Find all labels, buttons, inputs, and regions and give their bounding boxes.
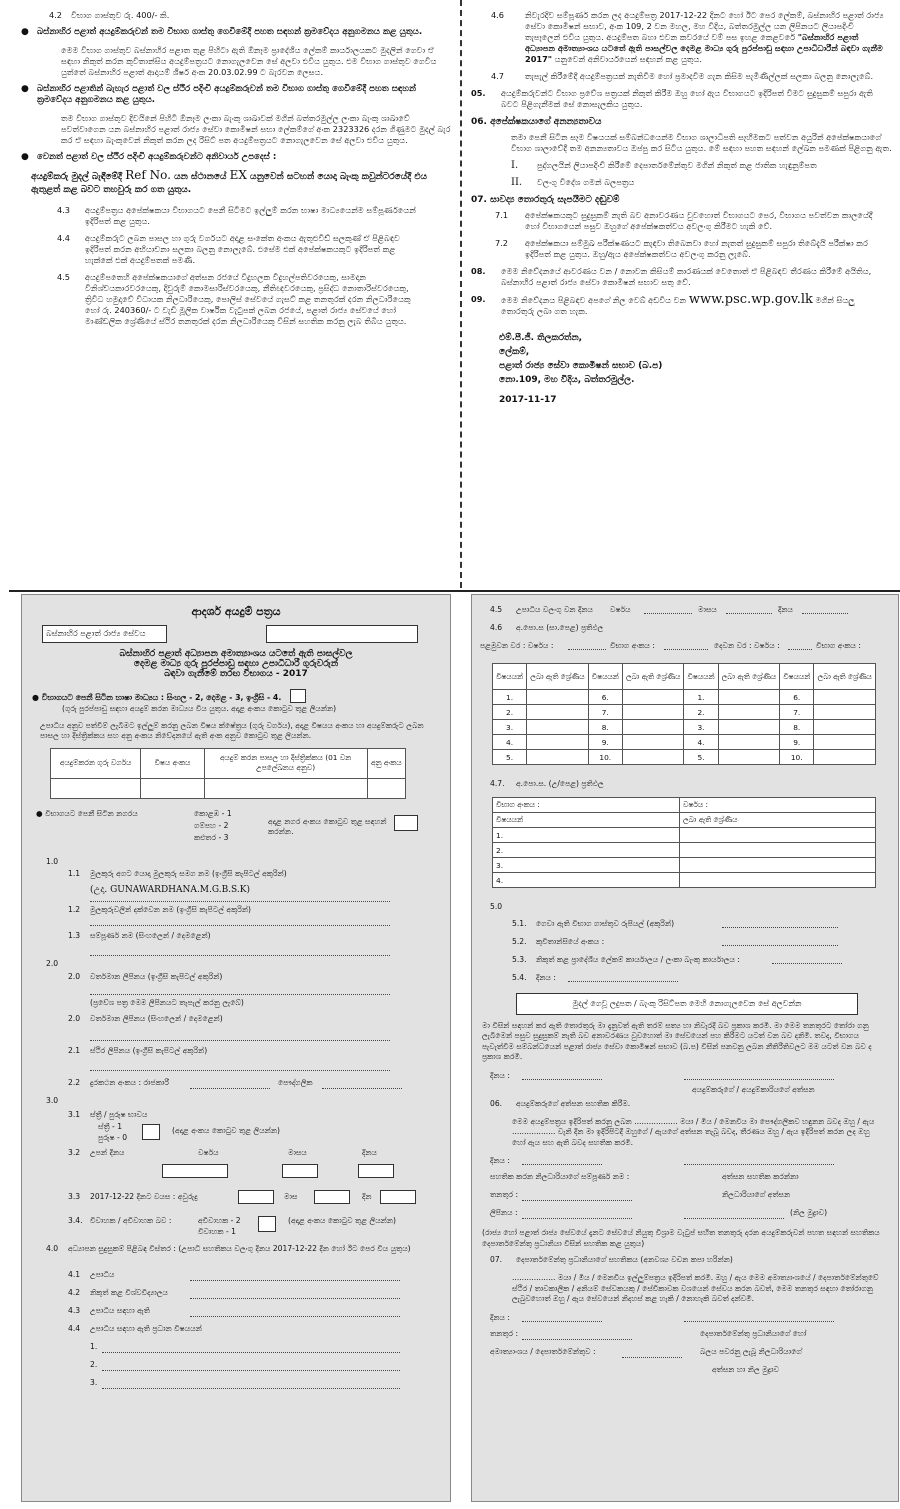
al-subject-cell[interactable]: 4.	[493, 873, 680, 888]
cell-teacher-type[interactable]	[51, 778, 141, 798]
bullet-western-applicants: ● බස්නාහිර පළාත් අයදුම්කරුවන් තම විභාග ගාස්තු ගෙවීමේදී පහත සඳහන් ක්‍රමවේදය අනුගමනය කළ යුතුය.	[21, 27, 451, 39]
ol-grade-cell[interactable]	[718, 735, 780, 750]
th-grade-b: ලබා ඇති ශ්‍රේණිය	[622, 664, 684, 690]
field-2-2: 2.2 දුරකථන අංකය : රාජකාරී පෞද්ගලික	[22, 1074, 450, 1094]
application-choice-table	[50, 748, 406, 799]
subject-line-1: 1.	[22, 1340, 450, 1358]
bullet-mandatory-instructions: ● වෙනත් පළාත් වල ස්ථිර පදිංචි අයදුම්කරුවන්ට අනිවාර්ය උපදෙස් :	[21, 152, 451, 164]
ol-subject-cell[interactable]: 9.	[588, 735, 622, 750]
ol-grade-cell[interactable]	[814, 690, 876, 705]
al-row	[493, 873, 876, 888]
bullet-other-province-applicants: ● බස්නාහිර පළාතින් බැහැර පළාත් වල ස්ථිර පදිංචි අයදුම්කරුවන් තම විභාග ගාස්තු ගෙවීමේදී පහත සඳහන් ක්‍රමවේදය අනුගමනය කළ යුතුය.	[21, 84, 451, 107]
al-subject-cell[interactable]: 1.	[493, 828, 680, 843]
field-1-1: 1.1 මුලකුරු අගට යොදා මුලකුරු සමග නම (ඉංග්‍රීසි කැපිටල් අකුරින්)	[68, 869, 287, 878]
al-grade-cell[interactable]	[680, 873, 876, 888]
th-grade-c: ලබා ඇති ශ්‍රේණිය	[718, 664, 780, 690]
application-form-page1: ආදර්ශ අයදුම් පත්‍රය බස්නාහිර පළාත් රාජ්‍ය සේවය බස්නාහිර පළාත් අධ්‍යාපන අමාත්‍යාංශය යටතේ ඇති පාසල්වල දෙමළ මාධ්‍ය ගුරු පුරප්පාඩු සඳහා උපාධිධාරී ගුරුවරුන් බඳවා ගැනීමේ තරඟ විභාගය - 2017 ● විභාගයට පෙනී සිටින භාෂා මාධ්‍යය : සිංහල - 2, දෙමළ - 3, ඉංග්‍රීසි - 4. (ගුරු පුරප්පාඩු සඳහා අයදුම් කරන මාධ්‍යය විය යුතුය. අදාළ අංකය කොටුව තුළ ලියන්න) උපාධිය අනුව පත්වීම් ලැබීමට ඉල්ලුම් කරනු ලබන විෂය ක්ෂේත්‍රය (ගුරු වර්ගය), අදාළ විෂයය අංකය හා අයදුම්කරුට ලබන පාසල හා දිස්ත්‍රික්කය සහ අනු අංකය නිවේදනයේ ඇති අංක අනුව කොටුව තුළ ලියන්න. අයදුම්කරන ගුරු වර්ගය විෂය අංකය අයදුම් කරන පාසල හා දිස්ත්‍රික්කය (01 වන උපලේඛනය අනුව) අනු අංකය ● විභාගයට පෙනී සිටින නගරය කොළඹ - 1 ගම්පහ - 2 කළුතර - 3 අදාළ නගර අංකය කොටුව තුළ සඳහන් කරන්න. 1.0 1.1 මුලකුරු අගට යොදා මුලකුරු සමග නම (ඉංග්‍රීසි කැපිටල් අකුරින්) (උදා. GUNAWARDHANA.M.G.B.S.K) 1.2 මුලකුරුවලින් දක්වෙන නම (ඉංග්‍රීසි කැපිටල් අකුරින්) 1.3 සම්පූර්ණ නම (සිංහලෙන් / දෙමළෙන්) 2.0 2.0 වර්තමාන ලිපිනය (ඉංග්‍රීසි කැපිටල් අකුරින්) (ප්‍රවේශ පත්‍ර මෙම ලිපිනයට තැපැල් කරනු ලැබේ) 2.0 වර්තමාන ලිපිනය (සිංහලෙන් / දෙමළෙන්) 2.1 ස්ථිර ලිපිනය (ඉංග්‍රීසි කැපිටල් අකුරින්) 2.2 දුරකථන අංකය : රාජකාරී පෞද්ගලික 3.0 3.1 ස්ත්‍රී / පුරුෂ භාවය ස්ත්‍රී - 1 පුරුෂ - 0 (අදාළ අංකය කොටුව තුළ ලියන්න) 3.2 උපන් දිනය වර්ෂය මාසය දිනය 3.3 2017-12-22 දිනට වයස : අවුරුදු මාස දින 3.4. විවාහක / අවිවාහක බව : අවිවාහක - 2 විවාහක - 1 (අදාළ අංකය කොටුව තුළ ලියන්න) 4.0 අධ්‍යාපන සුදුසුකම් පිළිබඳ විස්තර : (උපාධි සහතිකය වලංගු දිනය 2017-12-22 දින හෝ ඊට පෙර විය යුතුය) 4.1 උපාධිය 4.2 නිකුත් කළ විශ්වවිද්‍යාලය 4.3 උපාධිය සඳහා ඇති 4.4 උපාධිය සඳහා ඇති ප්‍රධාන විෂයයන් 1. 2. 3.	[21, 594, 451, 1502]
cert-address-row: ලිපිනය : (නිල මුද්‍රාව)	[490, 1208, 828, 1217]
cert-date-row: දිනය :	[472, 1152, 898, 1170]
field-5-4: 5.4. දිනය :	[472, 971, 898, 989]
field-4-4: 4.4 උපාධිය සඳහා ඇති ප්‍රධාන විෂයයන්	[68, 1324, 202, 1333]
certification-text: මෙම අයදුම්පත්‍රය ඉදිරිපත් කරනු ලබන .................. මයා / මිය / මෙනවිය මා පෞද්ගලිකව හඳුනන බවද ඔහු / ඇය .................. වැනි දින මා ඉදිරිපිටදී ඔහුගේ / ඇයගේ අත්සන තැබූ බවද, තීරණය ඔහු / ඇය ඉදිරිපත් කරන ලද ඔහු හෝ ඇය සහ ඇති බවද සහතික කරමි.	[512, 1116, 875, 1147]
form-heading-1: බස්නාහිර පළාත් අධ්‍යාපන අමාත්‍යාංශය යටතේ ඇති පාසල්වල	[119, 649, 353, 659]
form-heading-3: බඳවා ගැනීමේ තරඟ විභාගය - 2017	[164, 669, 308, 679]
cert-name-row: සහතික කරන නිලධාරියාගේ සම්පූර්ණ නම : අත්සන සහතික කරන්නා	[490, 1172, 799, 1181]
al-grade-cell[interactable]	[680, 843, 876, 858]
ol-subject-cell[interactable]: 3.	[684, 720, 718, 735]
ol-subject-cell[interactable]: 4.	[684, 735, 718, 750]
th-subject-d: විෂයයන්	[780, 664, 814, 690]
ol-subject-cell[interactable]: 6.	[780, 690, 814, 705]
field-5-3: 5.3. නිකුත් කළ ප්‍රාදේශීය ලේකම් කාර්යාලය / ලංකා බැංකු කාර්යාලය :	[472, 953, 898, 971]
ol-grade-cell[interactable]	[622, 720, 684, 735]
dob-year-box[interactable]	[162, 1164, 228, 1178]
item-4-6: 4.6 නිවැරදිව සම්පූර්ණ කරන ලද අයදුම්පත්‍ර 2017-12-22 දිනට හෝ ඊට පෙර ලේකම්, බස්නාහිර පළාත් රාජ්‍ය සේවා කොමිෂන් සභාව, අංක 109, 2 වන මහල, මහ විදිය, බත්තරමුල්ල යන ලිපිනයට ලියාපදිංචි තැපෑලෙන් එවිය යුතුය. අයදුම්පත බහා එවන කවරයේ වම් පස ඉහළ කෙළවරේ "බස්නාහිර පළාත් අධ්‍යාපන අමාත්‍යාංශය යටතේ ඇති පාසල්වල දෙමළ මාධ්‍ය ගුරු පුරප්පාඩු සඳහා උපාධිධාරීන් බඳවා ගැනීම 2017" යනුවෙන් අනිවාර්යයෙන් සඳහන් කළ යුතුය.	[491, 10, 884, 64]
hod-post-row: තනතුර : දෙපාර්තමේන්තු ප්‍රධානියාගේ හෝ	[490, 1328, 807, 1338]
item-7-1: 7.1 අපේක්ෂකයකුට සුදුසුකම් නැති බව අනාවරණය වුවහොත් විභාගයට පෙර, විභාගය පවත්වන කාලයේදී හෝ විභාගයෙන් පසුව ඔහුගේ අපේක්ෂකත්වය අවලංගු කිරීමට හැකි වේ.	[495, 210, 873, 231]
al-row	[493, 858, 876, 873]
exam-city-row: ● විභාගයට පෙනී සිටින නගරය කොළඹ - 1 ගම්පහ - 2 කළුතර - 3 අදාළ නගර අංකය කොටුව තුළ සඳහන් කරන්න.	[22, 809, 450, 857]
hod-ministry-row: අමාත්‍යාංශය / දෙපාර්තමේන්තුව : බලය පවරනු ලැබූ නිලධාරියාගේ	[490, 1346, 802, 1356]
field-06: 06. අයදුම්කරුගේ අත්සන සහතික කිරීම.	[490, 1098, 631, 1108]
ol-grade-cell[interactable]	[527, 750, 589, 765]
age-months-box[interactable]	[314, 1190, 350, 1204]
field-4-2: 4.2 නිකුත් කළ විශ්වවිද්‍යාලය	[22, 1286, 450, 1304]
gender-input-box[interactable]	[142, 1124, 160, 1140]
hod-date-row: දිනය :	[472, 1309, 898, 1327]
field-4-0: 4.0 අධ්‍යාපන සුදුසුකම් පිළිබඳ විස්තර : (උපාධි සහතිකය වලංගු දිනය 2017-12-22 දින හෝ ඊට පෙර විය යුතුය)	[46, 1244, 411, 1253]
field-5-2: 5.2. කුවිතාන්සියේ අංකය :	[472, 935, 898, 953]
para-bank-payment: තම විභාග ගාස්තුව දිවයිනේ පිහිටි ඕනෑම ලංකා බැංකු ශාඛාවක් මගින් බත්තරමුල්ල ලංකා බැංකු ශාඛාවේ පවත්වාගෙන යන බස්නාහිර පළාත් රාජ්‍ය සේවා කොමිෂන් සභා ලේකම්ගේ අංක 2323326 දරන ගිණුමට මුදල් බැර කර ඒ සඳහා බැංකුවෙන් නිකුත් කරන ලද රිසිට් පත අයදුම්පත්‍රයට නොගැලවෙන සේ අලවා එවිය යුතුය.	[61, 112, 451, 145]
al-grade-cell[interactable]	[680, 828, 876, 843]
al-grade-cell[interactable]	[680, 858, 876, 873]
ol-subject-cell[interactable]: 6.	[588, 690, 622, 705]
subject-line-2: 2.	[22, 1358, 450, 1376]
ol-row	[493, 705, 876, 720]
cert-post-row: තනතුර : නිලධාරියාගේ අත්සන	[490, 1190, 791, 1199]
col-serial-no: අනු අංකය	[367, 748, 405, 778]
ol-grade-cell[interactable]	[527, 720, 589, 735]
ol-subject-cell[interactable]: 4.	[493, 735, 527, 750]
notice-left-column	[21, 0, 451, 588]
item-4-4: 4.4 අයදුම්කරුට ලබන පාසල හා ගුරු වර්ගයට අදාළ සංකේත අංකය ඇතුළුවීඩ් සලකුණ් ඒ පිළිබඳව ඉදිරිපත් කරන අභියාචනා සලකා බලනු නොලැබේ. එසේම එක් අපේක්ෂකයකුට ඉදිරිපත් කළ හැක්කේ එක් අයදුම්පතක් පමණි.	[57, 233, 400, 265]
ol-grade-cell[interactable]	[718, 690, 780, 705]
ol-grade-cell[interactable]	[718, 705, 780, 720]
medium-note: (ගුරු පුරප්පාඩු සඳහා අයදුම් කරන මාධ්‍යය විය යුතුය. අදාළ අංකය කොටුව තුළ ලියන්න)	[62, 704, 337, 713]
para-06: තමා පෙනී සිටින සෑම විෂයයක් සම්බන්ධයෙන්ම විභාග ශාලාධිපති සෑහීමකට පත්වන අයුරින් අපේක්ෂකයාගේ විභාග ශාලාවේදී තම අනන්‍යතාවය ඔප්පු කර සිටිය යුතුය. මේ සඳහා පහත සඳහන් ලේඛන පමණක් පිළිගනු ඇත.	[511, 132, 892, 153]
org-label-box: බස්නාහිර පළාත් රාජ්‍ය සේවය	[42, 625, 167, 643]
al-subject-cell[interactable]: 2.	[493, 843, 680, 858]
ol-subject-cell[interactable]: 7.	[780, 705, 814, 720]
field-4-6: 4.6 අ.පො.ස (සා.පෙළ) ප්‍රතිඵල	[490, 623, 604, 632]
cell-school-district[interactable]	[204, 778, 367, 798]
ol-grade-cell[interactable]	[622, 690, 684, 705]
ol-grade-cell[interactable]	[622, 705, 684, 720]
para-western-fee: මෙම විභාග ගාස්තුව බස්නාහිර පළාත තුළ පිහිටා ඇති ඕනෑම ප්‍රාදේශීය ලේකම් කාර්යාලයකට මුදලින් ගෙවා ඒ සඳහා නිකුත් කරන කුවිතාන්සිය අයදුම්පත්‍රයට නොගැලවෙන සේ අලවා එවිය යුතුය. එම විභාග ගාස්තුව ගෙවිය යුත්තේ බස්නාහිර පළාත් ආදායම් ශීර්ෂ අංක 20.03.02.99 ට බැරවන ලෙසය.	[61, 44, 437, 77]
ol-subject-cell[interactable]: 8.	[780, 720, 814, 735]
ol-subject-cell[interactable]: 5.	[684, 750, 718, 765]
marital-input-box[interactable]	[258, 1216, 276, 1232]
ol-sittings-row: පළමුවන වර : වර්ෂය : විභාග අංකය : දෙවන වර : වර්ෂය : විභාග අංකය :	[480, 641, 861, 650]
ol-row	[493, 750, 876, 765]
city-input-box[interactable]	[394, 815, 418, 831]
th-subject-a: විෂයයන්	[493, 664, 527, 690]
al-year-label: වර්ෂය :	[680, 798, 876, 813]
item-4-2: 4.2 විභාග ගාස්තුව රු. 400/- කි.	[49, 10, 170, 20]
field-3-3-age: 3.3 2017-12-22 දිනට වයස : අවුරුදු මාස දින	[22, 1184, 450, 1212]
field-3-1-gender: 3.1 ස්ත්‍රී / පුරුෂ භාවය ස්ත්‍රී - 1 පුරුෂ - 0 (අදාළ අංකය කොටුව තුළ ලියන්න)	[68, 1110, 280, 1142]
th-subject-b: විෂයයන්	[588, 664, 622, 690]
ol-grade-cell[interactable]	[814, 750, 876, 765]
field-2-0-local: 2.0 වර්තමාන ලිපිනය (සිංහලෙන් / දෙමළෙන්)	[22, 1014, 450, 1044]
field-2-0-note: (ප්‍රවේශ පත්‍ර මෙම ලිපිනයට තැපැල් කරනු ලැබේ)	[90, 997, 244, 1007]
ol-subject-cell[interactable]: 3.	[493, 720, 527, 735]
ol-subject-cell[interactable]: 1.	[493, 690, 527, 705]
hod-seal-row: අත්සන හා නිල මුද්‍රාව	[712, 1364, 779, 1374]
org-row	[42, 623, 430, 645]
item-05: 05. අයදුම්කරුවන්ට විභාග ප්‍රවේශ පත්‍රයක් නිකුත් කිරීම ඔහු හෝ ඇය විභාගයට ඉදිරිපත් වීමට සුදුසුකම් සපුරා ඇති බවට පිළිගැනීමක් සේ නොසැලකිය යුතුය.	[471, 88, 873, 109]
field-3-4-marital: 3.4. විවාහක / අවිවාහක බව : අවිවාහක - 2 විවාහක - 1 (අදාළ අංකය කොටුව තුළ ලියන්න)	[68, 1216, 396, 1236]
medium-input-box[interactable]	[290, 689, 306, 703]
field-4-1: 4.1 උපාධිය	[22, 1268, 450, 1286]
field-4-5: 4.5 උපාධිය වලංගු වන දිනය වර්ෂය මාසය දිනය	[472, 603, 898, 621]
item-08: 08. මෙම නිවේදනයේ ආවරණය වන / නොවන කිසියම් කාරණයක් වෙතොත් ඒ පිළිබඳව තීරණය කිරීමේ අයිතිය, බස්නාහිර පළාත් රාජ්‍ය සේවා කොමිෂන් සභාව සතු වේ.	[471, 266, 872, 287]
ol-grade-cell[interactable]	[527, 735, 589, 750]
al-row	[493, 828, 876, 843]
col-school-district: අයදුම් කරන පාසල හා දිස්ත්‍රික්කය (01 වන උපලේඛනය අනුව)	[204, 748, 367, 778]
field-4-3: 4.3 උපාධිය සඳහා ඇති	[22, 1304, 450, 1322]
ol-row	[493, 735, 876, 750]
item-4-3: 4.3 අයදුම්පත්‍රය අපේක්ෂකයා විභාගයට පෙනී සිටීමට ඉල්ලුම් කරන භාෂා මාධ්‍යයෙන්ම සම්පූර්ණයෙන් ඉදිරිපත් කළ යුතුය.	[57, 205, 416, 226]
ol-grade-cell[interactable]	[622, 735, 684, 750]
field-1-3: 1.3 සම්පූර්ණ නම (සිංහලෙන් / දෙමළෙන්)	[22, 929, 450, 959]
field-3-2-dob: 3.2 උපන් දිනය වර්ෂය මාසය දිනය	[22, 1146, 450, 1184]
form-heading-2: දෙමළ මාධ්‍ය ගුරු පුරප්පාඩු සඳහා උපාධිධාරී ගුරුවරුන්	[133, 659, 339, 669]
notice-right-column	[471, 0, 899, 588]
ol-grade-cell[interactable]	[527, 705, 589, 720]
field-2-0-english: 2.0 වර්තමාන ලිපිනය (ඉංග්‍රීසි කැපිටල් අකුරින්)	[22, 970, 450, 996]
cell-serial-no[interactable]	[367, 778, 405, 798]
ol-grade-cell[interactable]	[622, 750, 684, 765]
ol-grade-cell[interactable]	[814, 705, 876, 720]
ol-subject-cell[interactable]: 7.	[588, 705, 622, 720]
ol-subject-cell[interactable]: 8.	[588, 720, 622, 735]
form-instructions: උපාධිය අනුව පත්වීම් ලැබීමට ඉල්ලුම් කරනු ලබන විෂය ක්ෂේත්‍රය (ගුරු වර්ගය), අදාළ විෂයය අංකය හා අයදුම්කරුට ලබන පාසල හා දිස්ත්‍රික්කය සහ අනු අංකය නිවේදනයේ ඇති අංක අනුව කොටුව තුළ ලියන්න.	[40, 720, 424, 740]
dob-day-box[interactable]	[358, 1164, 394, 1178]
field-2-1: 2.1 ස්ථිර ලිපිනය (ඉංග්‍රීසි කැපිටල් අකුරින්)	[22, 1044, 450, 1074]
ol-row	[493, 720, 876, 735]
field-4-7: 4.7. අ.පො.ස. (උ/පෙළ) ප්‍රතිඵල	[490, 779, 604, 788]
field-07: 07. දෙපාර්තමේන්තු ප්‍රධානියාගේ සහතිකය (අනවශ්‍ය වචන කපා හරින්න)	[490, 1255, 733, 1264]
field-1-1-example: (උදා. GUNAWARDHANA.M.G.B.S.K)	[22, 885, 450, 903]
ol-grade-cell[interactable]	[814, 735, 876, 750]
item-4-7: 4.7 තැපැල් කිරීමේදී අයදුම්පත්‍රයක් නැතිවීම හෝ ප්‍රමාදවීම ගැන කිසිම පැමිණිල්ලක් සලකා බලනු නොලැබේ.	[491, 71, 874, 81]
item-09: 09. මෙම නිවේදනය පිළිබඳව අපගේ නිල වෙබ් අඩවිය වන www.psc.wp.gov.lk මගින් සියලු තොරතුරු ලබා ගත හැක.	[471, 292, 855, 316]
th-subject-c: විෂයයන්	[684, 664, 718, 690]
declaration-text: මා විසින් සඳහන් කර ඇති තොරතුරු මා දැනුවත් ඇති තරම් සත්‍ය හා නිවැරදි බව ප්‍රකාශ කරමි. මා මෙම තනතුරට තෝරා ගනු ලැබීමෙන් පසුව සුදුසුකම් නැති බව අනාවරණය වුවහොත් මා සේවයෙන් පහ කිරීමට යටත් වන බව දනිමි. තවද, විභාගය පැවැත්වීම සම්බන්ධයෙන් පළාත් රාජ්‍ය සේවා කොමිෂන් සභාව (බ.ප) විසින් පනවනු ලබන නීතිරීතිවලට මම යටත් වන බව ද ප්‍රකාශ කරමි.	[482, 1020, 872, 1061]
al-index-label: විභාග අංකය :	[493, 798, 680, 813]
receipt-paste-box: මුදල් ගෙවූ ලදුපත / බැංකු රිසිට්පත මෙහි නොගැලවෙන සේ අලවන්න	[516, 993, 858, 1015]
ol-grade-cell[interactable]	[814, 720, 876, 735]
al-subject-cell[interactable]: 3.	[493, 858, 680, 873]
medium-row: ● විභාගයට පෙනී සිටින භාෂා මාධ්‍යය : සිංහල - 2, දෙමළ - 3, ඉංග්‍රීසි - 4.	[32, 685, 440, 704]
th-grade-d: ලබා ඇති ශ්‍රේණිය	[814, 664, 876, 690]
ol-subject-cell[interactable]: 5.	[493, 750, 527, 765]
id-doc-1: I. පුද්ගලයින් ලියාපදිංචි කිරීමේ දෙපාර්තමේන්තුව මගින් නිකුත් කළ ජාතික හැඳුනුම්පත	[511, 160, 817, 171]
th-grade-a: ලබා ඇති ශ්‍රේණිය	[527, 664, 589, 690]
form-title: ආදර්ශ අයදුම් පත්‍රය	[191, 605, 281, 618]
heading-06: 06. අපේක්ෂකයාගේ අනන්‍යතාවය	[471, 117, 602, 127]
ol-row	[493, 690, 876, 705]
page-sheet	[9, 0, 893, 1509]
hod-certificate-text: .................. මයා / මිය / මෙනවිය ඉල්ලුම්පත්‍රය ඉදිරිපත් කරමි. ඔහු / ඇය මෙම අමාත්‍යාංශයේ / දෙපාර්තමේන්තුවේ ස්ථිර / තාවකාලික / අනියම් සේවකයකු / සේවිකාවක වශයෙන් සේවය කරන බවත්, මෙම තනතුර සඳහා තෝරාගනු ලැබුවහොත් ඔහු / ඇය සේවයෙන් නිදහස් කළ හැකි / නොහැකි බවත් දන්වමි.	[512, 1273, 879, 1303]
ol-subject-cell[interactable]: 1.	[684, 690, 718, 705]
government-note: (රාජ්‍ය හෝ පළාත් රාජ්‍ය සේවයේ දැනට සේවයේ නියුතු විශ්‍රාම වැටුප් සහිත තනතුරු දරන අයදුම්කරුවන් පහත සඳහන් සහතිකය දෙපාර්තමේන්තු ප්‍රධානියා විසින් සහතික කළ යුතුය)	[482, 1228, 880, 1248]
cell-subject-no[interactable]	[141, 778, 204, 798]
dob-month-box[interactable]	[282, 1164, 318, 1178]
al-results-table	[492, 797, 876, 888]
ol-subject-cell[interactable]: 10.	[780, 750, 814, 765]
declaration-sign-row: දිනය : අයදුම්කරුගේ / අයදුම්කාරියගේ අත්සන	[472, 1067, 898, 1097]
horizontal-divider	[9, 590, 900, 592]
subject-line-3: 3.	[22, 1376, 450, 1394]
al-grade-header: ලබා ඇති ශ්‍රේණිය	[680, 813, 876, 828]
age-years-box[interactable]	[238, 1190, 274, 1204]
ol-subject-cell[interactable]: 9.	[780, 735, 814, 750]
ol-subject-cell[interactable]: 2.	[493, 705, 527, 720]
al-subject-header: විෂයයන්	[493, 813, 680, 828]
al-row	[493, 843, 876, 858]
website-link[interactable]: www.psc.wp.gov.lk	[688, 292, 813, 307]
field-1-2: 1.2 මුලකුරුවලින් දක්වෙන නම (ඉංග්‍රීසි කැපිටල් අකුරින්)	[22, 903, 450, 929]
field-5-1: 5.1. ගෙවා ඇති විභාග ගාස්තුව රුපියල් (අකුරින්)	[472, 917, 898, 935]
ol-grade-cell[interactable]	[718, 720, 780, 735]
id-doc-2: II. වලංගු විදේශ ගමන් බලපත්‍රය	[511, 177, 635, 188]
age-days-box[interactable]	[380, 1190, 416, 1204]
application-form-page2: 4.5 උපාධිය වලංගු වන දිනය වර්ෂය මාසය දිනය 4.6 අ.පො.ස (සා.පෙළ) ප්‍රතිඵල පළමුවන වර : වර්ෂය : විභාග අංකය : දෙවන වර : වර්ෂය : විභාග අංකය : විෂයයන් ලබා ඇති ශ්‍රේණිය විෂයයන් ලබා ඇති ශ්‍රේණිය විෂයයන් ලබා ඇති ශ්‍රේණිය විෂයයන් ලබා ඇති ශ්‍රේණිය 1. 6. 1. 6. 2. 7. 2. 7. 3. 8. 3. 8. 4. 9. 4. 9. 5. 10. 5. 10. 4.7. අ.පො.ස. (උ/පෙළ) ප්‍රතිඵල විභාග අංකය : වර්ෂය : විෂයයන් ලබා ඇති ශ්‍රේණිය 1. 2. 3. 4. 5.0 5.1. ගෙවා ඇති විභාග ගාස්තුව රුපියල් (අකුරින්) 5.2. කුවිතාන්සියේ අංකය : 5.3. නිකුත් කළ ප්‍රාදේශීය ලේකම් කාර්යාලය / ලංකා බැංකු කාර්යාලය : 5.4. දිනය : මුදල් ගෙවූ ලදුපත / බැංකු රිසිට්පත මෙහි නොගැලවෙන සේ අලවන්න මා විසින් සඳහන් කර ඇති තොරතුරු මා දැනුවත් ඇති තරම් සත්‍ය හා නිවැරදි බව ප්‍රකාශ කරමි. මා මෙම තනතුරට තෝරා ගනු ලැබීමෙන් පසුව සුදුසුකම් නැති බව අනාවරණය වුවහොත් මා සේවයෙන් පහ කිරීමට යටත් වන බව දනිමි. තවද, විභාගය පැවැත්වීම සම්බන්ධයෙන් පළාත් රාජ්‍ය සේවා කොමිෂන් සභාව (බ.ප) විසින් පනවනු ලබන නීතිරීතිවලට මම යටත් වන බව ද ප්‍රකාශ කරමි. දිනය : අයදුම්කරුගේ / අයදුම්කාරියගේ අත්සන 06. අයදුම්කරුගේ අත්සන සහතික කිරීම. මෙම අයදුම්පත්‍රය ඉදිරිපත් කරනු ලබන .................. මයා / මිය / මෙනවිය මා පෞද්ගලිකව හඳුනන බවද ඔහු / ඇය .................. වැනි දින මා ඉදිරිපිටදී ඔහුගේ / ඇයගේ අත්සන තැබූ බවද, තීරණය ඔහු / ඇය ඉදිරිපත් කරන ලද ඔහු හෝ ඇය සහ ඇති බවද සහතික කරමි. දිනය : සහතික කරන නිලධාරියාගේ සම්පූර්ණ නම : අත්සන සහතික කරන්නා තනතුර : නිලධාරියාගේ අත්සන ලිපිනය : (නිල මුද්‍රාව) (රාජ්‍ය හෝ පළාත් රාජ්‍ය සේවයේ දැනට සේවයේ නියුතු විශ්‍රාම වැටුප් සහිත තනතුරු දරන අයදුම්කරුවන් පහත සඳහන් සහතිකය දෙපාර්තමේන්තු ප්‍රධානියා විසින් සහතික කළ යුතුය) 07. දෙපාර්තමේන්තු ප්‍රධානියාගේ සහතිකය (අනවශ්‍ය වචන කපා හරින්න) .................. මයා / මිය / මෙනවිය ඉල්ලුම්පත්‍රය ඉදිරිපත් කරමි. ඔහු / ඇය මෙම අමාත්‍යාංශයේ / දෙපාර්තමේන්තුවේ ස්ථිර / තාවකාලික / අනියම් සේවකයකු / සේවිකාවක වශයෙන් සේවය කරන බවත්, මෙම තනතුර සඳහා තෝරාගනු ලැබුවහොත් ඔහු / ඇය සේවයෙන් නිදහස් කළ හැකි / නොහැකි බවත් දන්වමි. දිනය : තනතුර : දෙපාර්තමේන්තු ප්‍රධානියාගේ හෝ අමාත්‍යාංශය / දෙපාර්තමේන්තුව : බලය පවරනු ලැබූ නිලධාරියාගේ අත්සන හා නිල මුද්‍රාව	[471, 594, 899, 1502]
ol-grade-cell[interactable]	[718, 750, 780, 765]
org-code-box[interactable]	[266, 625, 418, 643]
ref-no-instruction: අයදුම්කරු මුදල් බැඳීමේදී Ref No. යන ස්ථානයේ EX යනුවෙන් සටහන් යොදා බැංකු කවුන්ටරයේදී එය ඇතුළත් කළ බවට තහවුරු කර ගත යුතුය.	[31, 168, 427, 195]
col-subject-no: විෂය අංකය	[141, 748, 204, 778]
ol-results-table	[492, 663, 876, 765]
dashed-divider	[460, 0, 462, 588]
ol-subject-cell[interactable]: 10.	[588, 750, 622, 765]
item-7-2: 7.2 අපේක්ෂකයා සම්මුඛ පරීක්ෂණයට කැඳවා තිබෙනවා හෝ නැතත් සුදුසුකම් සපුරා තිබේදැයි පරීක්ෂා කර ඉදිරිපත් කළ යුතුය. ඔහු/ඇය අපේක්ෂකත්වය අවලංගු කරනු ලැබේ.	[495, 238, 868, 259]
ol-grade-cell[interactable]	[527, 690, 589, 705]
col-teacher-type: අයදුම්කරන ගුරු වර්ගය	[51, 748, 141, 778]
signature-block: එම්.පී.ජී. තිලකරත්න, ලේකම්, පළාත් රාජ්‍ය සේවා කොමිෂන් සභාව (බ.ප) නො.109, මහ විදිය, බත්තරමුල්ල. 2017-11-17	[499, 333, 663, 405]
item-4-5: 4.5 අයදුම්පතෙහි අපේක්ෂකයාගේ අත්සන රජයේ විදුහලක විදුහල්පතිවරයෙකු, සාමදාන විනිශ්චයකාරවරයෙකු, දිවුරුම් කොමසාරිස්වරයෙකු, නීතිඥවරයෙකු, ප්‍රසිද්ධ නොතාරිස්වරයෙකු, ත්‍රිවිධ හමුදාවේ විධායක නිලධාරියෙකු, පොලිස් සේවයේ ගැසට් කළ තනතුරක් දරන නිලධාරියෙකු හෝ රු. 240360/- ට වැඩි මූලික වාර්ෂික වැටුපක් ලබන රජයේ, පළාත් රාජ්‍ය සේවයේ හෝ මාණ්ඩලික ශ්‍රේණියේ ස්ථිර තනතුරක් දරන නිලධාරියෙකු විසින් සහතික කරනු ලැබ තිබිය යුතුය.	[57, 272, 411, 326]
heading-07: 07. සාවද්‍ය තොරතුරු සැපයීමට දඬුවම්	[471, 195, 620, 205]
ol-subject-cell[interactable]: 2.	[684, 705, 718, 720]
